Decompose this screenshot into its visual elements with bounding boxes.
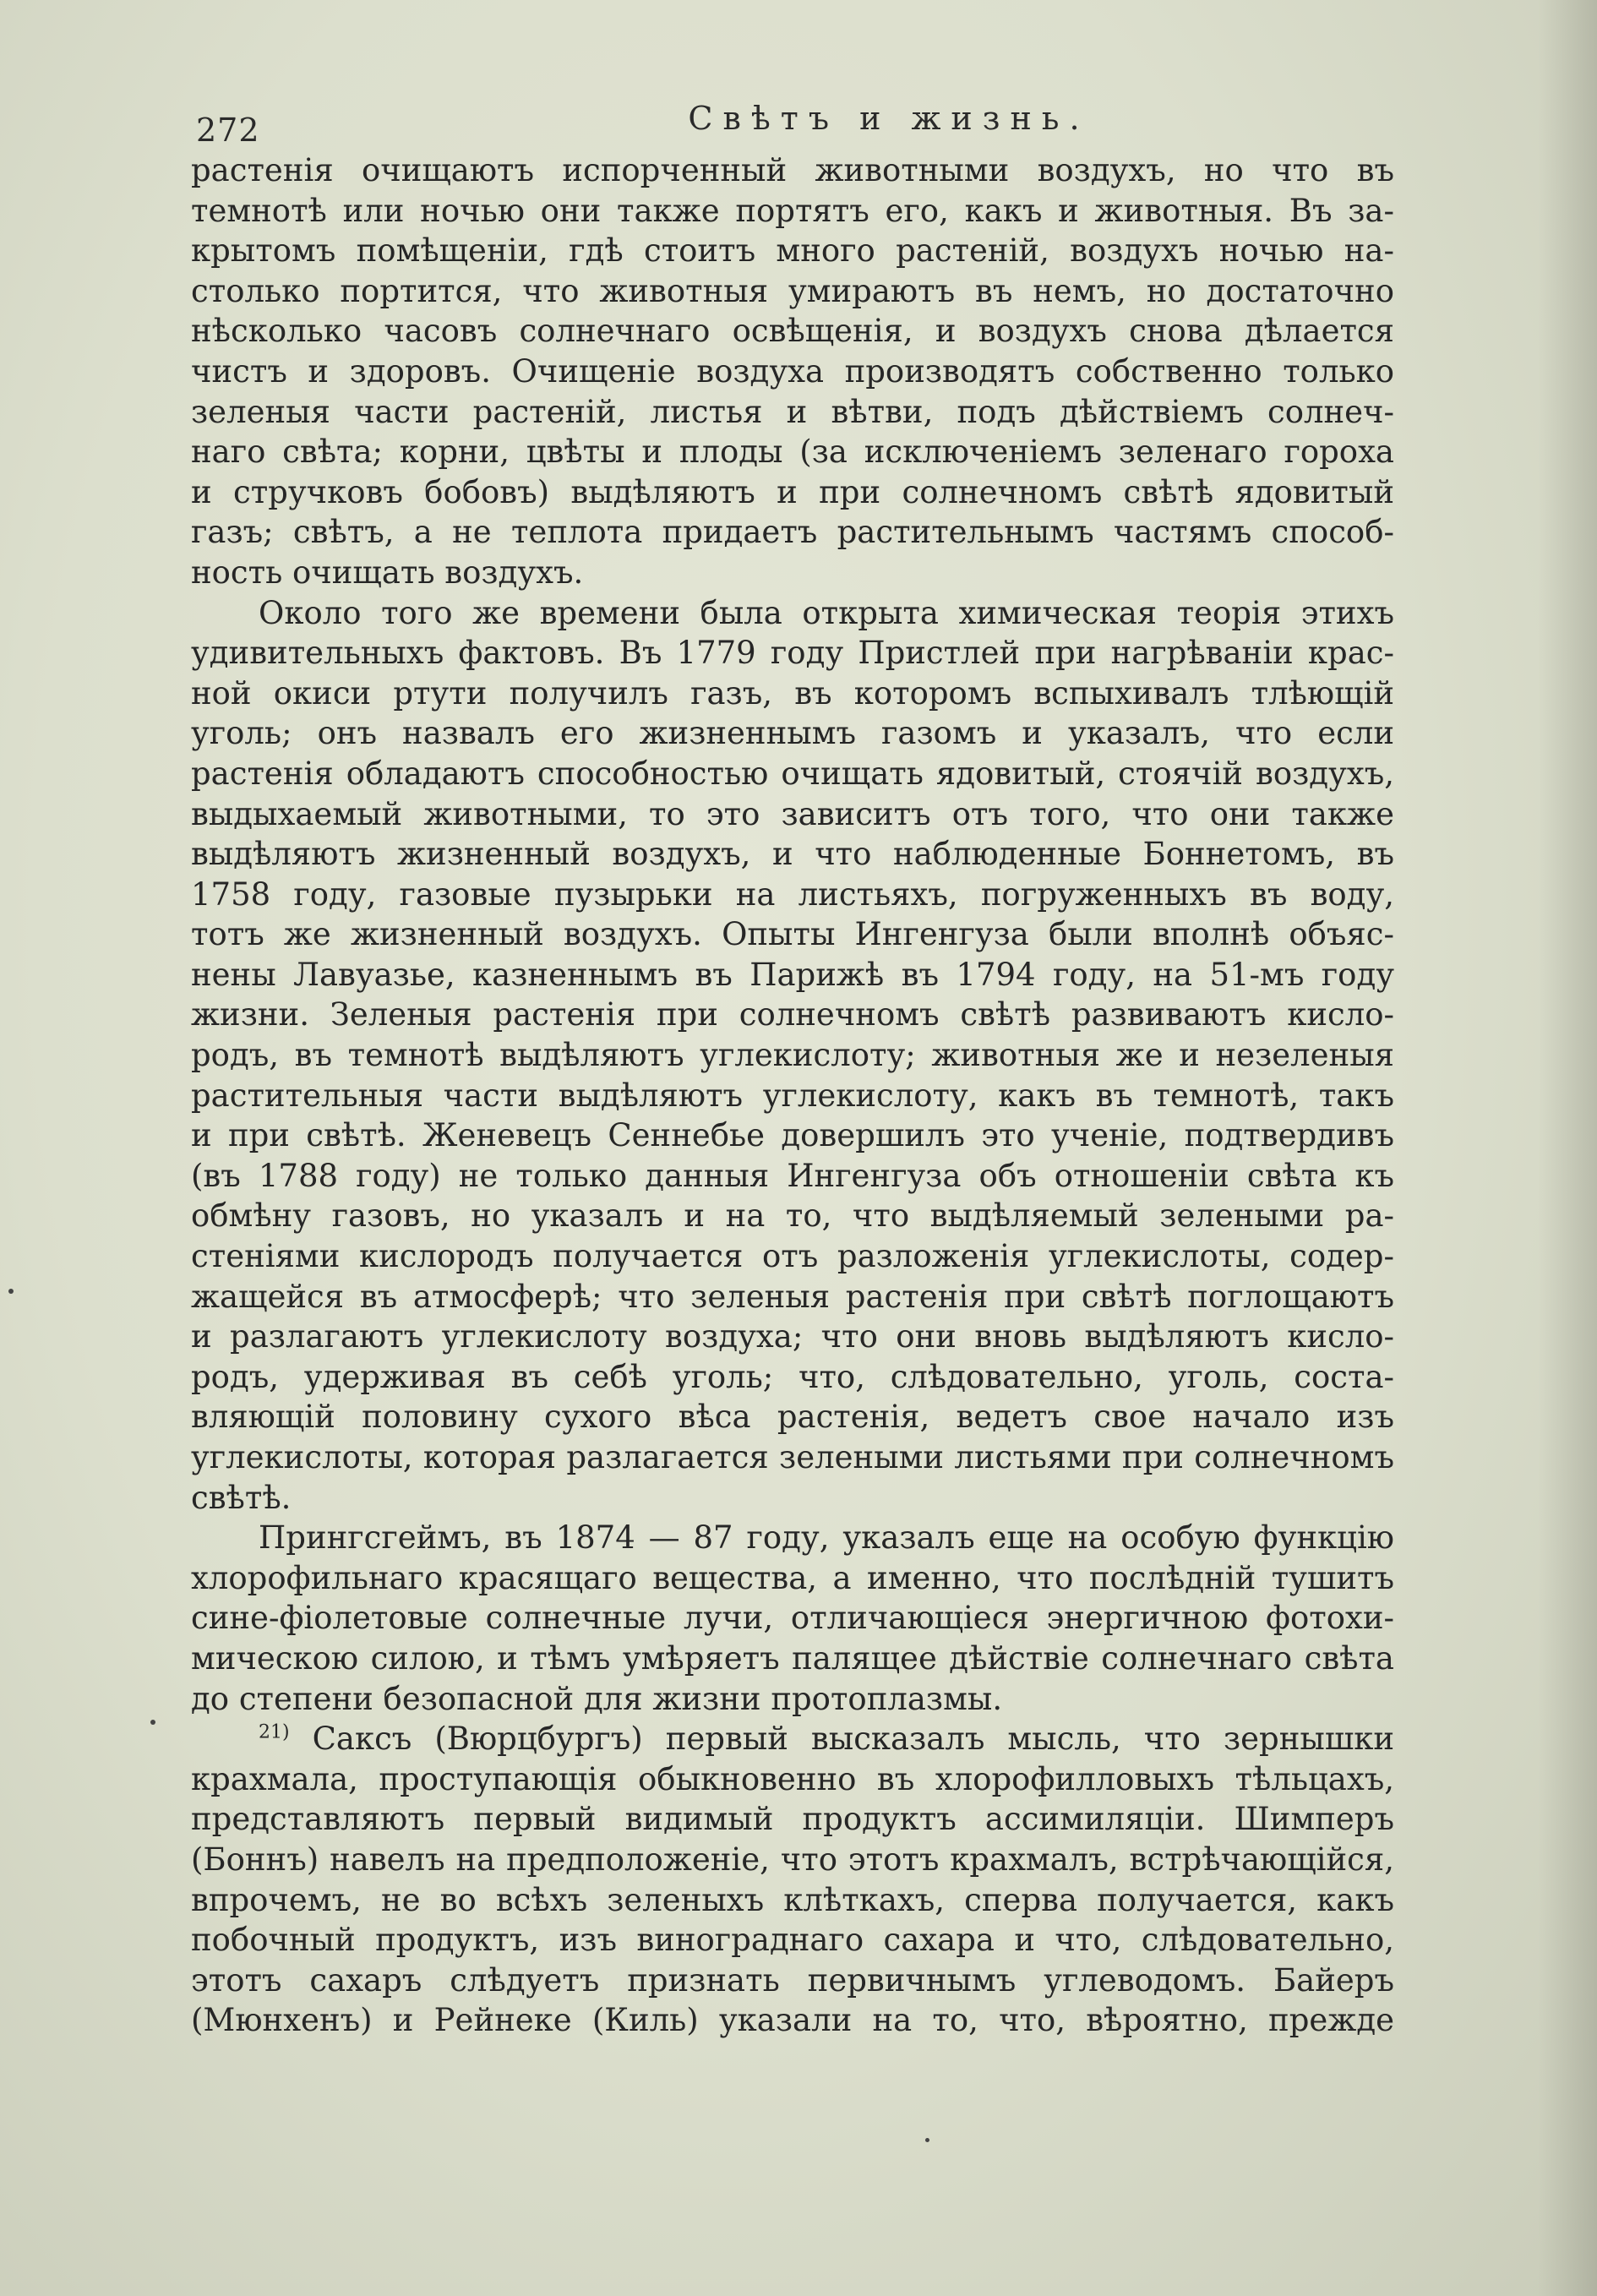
paper-speck bbox=[8, 1289, 14, 1294]
text-line: растенія очищаютъ испорченный животными воздухъ, но что въ bbox=[191, 152, 1394, 188]
text-line: этотъ сахаръ слѣдуетъ признать первичнымъ углеводомъ. Байеръ bbox=[191, 1961, 1394, 1999]
text-line: родъ, удерживая въ себѣ уголь; что, слѣдовательно, уголь, соста- bbox=[191, 1358, 1394, 1395]
page-header bbox=[196, 93, 1396, 149]
text-line: Около того же времени была открыта химическая теорія этихъ bbox=[259, 594, 1394, 631]
text-line: (Боннъ) навелъ на предположеніе, что этотъ крахмалъ, встрѣчающійся, bbox=[191, 1841, 1394, 1878]
footnote-marker: 21) bbox=[259, 1721, 290, 1743]
text-line: побочный продуктъ, изъ винограднаго сахара и что, слѣдовательно, bbox=[191, 1922, 1394, 1959]
text-line: 1758 году, газовые пузырьки на листьяхъ, погруженныхъ въ воду, bbox=[191, 875, 1394, 913]
text-line: (въ 1788 году) не только данныя Ингенгуза объ отношеніи свѣта къ bbox=[191, 1157, 1394, 1194]
text-line: и стручковъ бобовъ) выдѣляютъ и при солнечномъ свѣтѣ ядовитый bbox=[191, 473, 1394, 510]
text-line: вляющій половину сухого вѣса растенія, ведетъ свое начало изъ bbox=[191, 1399, 1394, 1436]
text-line: сине-фіолетовые солнечные лучи, отличающіеся энергичною фотохи- bbox=[191, 1600, 1394, 1637]
text-line: родъ, въ темнотѣ выдѣляютъ углекислоту; животныя же и незеленыя bbox=[191, 1037, 1394, 1074]
text-line: впрочемъ, не во всѣхъ зеленыхъ клѣткахъ, сперва получается, какъ bbox=[191, 1881, 1394, 1918]
text-line: Прингсгеймъ, въ 1874 — 87 году, указалъ еще на особую функцію bbox=[259, 1519, 1394, 1557]
text-line: выдѣляютъ жизненный воздухъ, и что наблюденные Боннетомъ, въ bbox=[191, 836, 1394, 873]
text-line: крахмала, проступающія обыкновенно въ хлорофилловыхъ тѣльцахъ, bbox=[191, 1760, 1394, 1797]
text-line: тотъ же жизненный воздухъ. Опыты Ингенгуза были вполнѣ объяс- bbox=[191, 916, 1394, 953]
body-text bbox=[191, 150, 1394, 2041]
text-line: (Мюнхенъ) и Рейнеке (Киль) указали на то, что, вѣроятно, прежде bbox=[191, 2002, 1394, 2039]
text-line: выдыхаемый животными, то это зависитъ отъ того, что они также bbox=[191, 795, 1394, 832]
text-line: хлорофильнаго красящаго вещества, а именно, что послѣдній тушитъ bbox=[191, 1559, 1394, 1596]
text-line: и разлагаютъ углекислоту воздуха; что они вновь выдѣляютъ кисло- bbox=[191, 1318, 1394, 1355]
text-line: ность очищать воздухъ. bbox=[191, 554, 584, 591]
text-line: нены Лавуазье, казненнымъ въ Парижѣ въ 1794 году, на 51-мъ году bbox=[191, 956, 1394, 993]
page-number: 272 bbox=[196, 112, 260, 149]
text-line: газъ; свѣтъ, а не теплота придаетъ растительнымъ частямъ способ- bbox=[191, 514, 1394, 551]
text-line: зеленыя части растеній, листья и вѣтви, подъ дѣйствіемъ солнеч- bbox=[191, 393, 1394, 430]
paragraph bbox=[191, 1518, 1394, 1719]
paper-speck bbox=[150, 1720, 155, 1725]
text-line: свѣтѣ. bbox=[191, 1479, 292, 1516]
text-line: обмѣну газовъ, но указалъ и на то, что выдѣляемый зелеными ра- bbox=[191, 1197, 1394, 1235]
paper-speck bbox=[925, 2138, 929, 2142]
text-line: до степени безопасной для жизни протоплазмы. bbox=[191, 1680, 1003, 1717]
text-line: представляютъ первый видимый продуктъ ассимиляціи. Шимперъ bbox=[191, 1801, 1394, 1838]
text-line: растительныя части выдѣляютъ углекислоту, какъ въ темнотѣ, такъ bbox=[191, 1077, 1394, 1114]
text-line: наго свѣта; корни, цвѣты и плоды (за исключеніемъ зеленаго гороха bbox=[191, 434, 1394, 471]
text-line: удивительныхъ фактовъ. Въ 1779 году Пристлей при нагрѣваніи крас- bbox=[191, 635, 1394, 672]
running-title: Свѣтъ и жизнь. bbox=[688, 100, 1090, 137]
text-line: крытомъ помѣщеніи, гдѣ стоитъ много растеній, воздухъ ночью на- bbox=[191, 232, 1394, 270]
paragraph bbox=[191, 593, 1394, 1519]
note-paragraph bbox=[191, 1719, 1394, 2041]
text-line: чистъ и здоровъ. Очищеніе воздуха производятъ собственно только bbox=[191, 352, 1394, 390]
text-line: и при свѣтѣ. Женевецъ Сеннебье довершилъ это ученіе, подтвердивъ bbox=[191, 1117, 1394, 1154]
text-line: жизни. Зеленыя растенія при солнечномъ свѣтѣ развиваютъ кисло- bbox=[191, 996, 1394, 1033]
page-edge-shadow bbox=[1538, 0, 1597, 2296]
text-line: нѣсколько часовъ солнечнаго освѣщенія, и воздухъ снова дѣлается bbox=[191, 313, 1394, 350]
text-line: углекислоты, которая разлагается зелеными листьями при солнечномъ bbox=[191, 1439, 1394, 1475]
text-line: растенія обладаютъ способностью очищать ядовитый, стоячій воздухъ, bbox=[191, 755, 1394, 792]
paragraph bbox=[191, 150, 1394, 593]
text-line: стеніями кислородъ получается отъ разложенія углекислоты, содер- bbox=[191, 1238, 1394, 1275]
text-line bbox=[191, 1719, 1394, 1759]
text-line: темнотѣ или ночью они также портятъ его, какъ и животныя. Въ за- bbox=[191, 192, 1394, 229]
text-line: ной окиси ртути получилъ газъ, въ которомъ вспыхивалъ тлѣющій bbox=[191, 674, 1394, 712]
text-line: уголь; онъ назвалъ его жизненнымъ газомъ и указалъ, что если bbox=[191, 715, 1394, 752]
text-line: мическою силою, и тѣмъ умѣряетъ палящее дѣйствіе солнечнаго свѣта bbox=[191, 1639, 1394, 1677]
text-line-content: Саксъ (Вюрцбургъ) первый высказалъ мысль, что зернышки bbox=[289, 1721, 1394, 1758]
text-line: столько портится, что животныя умираютъ въ немъ, но достаточно bbox=[191, 272, 1394, 309]
text-line: жащейся въ атмосферѣ; что зеленыя растенія при свѣтѣ поглощаютъ bbox=[191, 1278, 1394, 1315]
